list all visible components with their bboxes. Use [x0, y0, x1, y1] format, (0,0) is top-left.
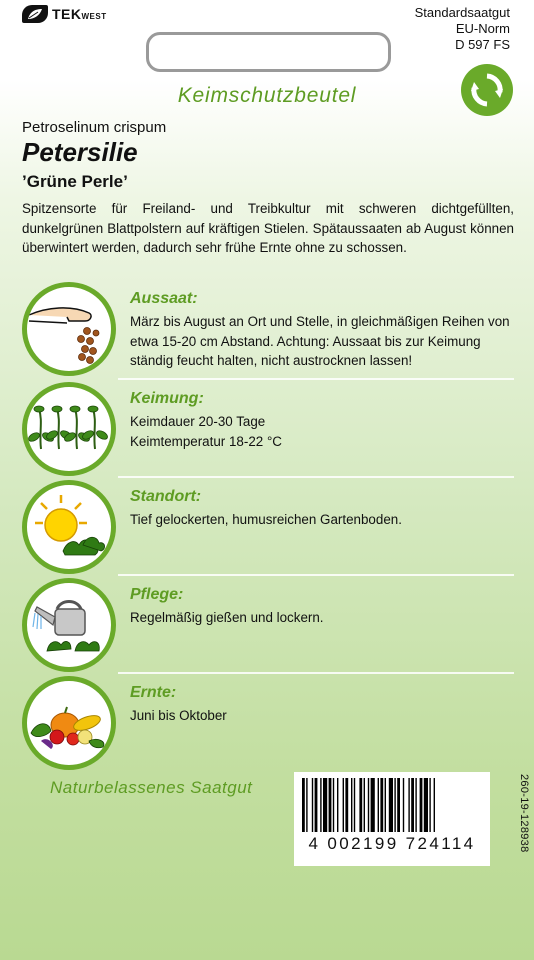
step-keimung — [20, 382, 514, 478]
variety-name: ’Grüne Perle’ — [22, 172, 128, 191]
barcode-bar — [420, 778, 423, 832]
barcode-bar — [306, 778, 307, 832]
leaf-logo-icon — [22, 5, 48, 23]
step-text: Juni bis Oktober — [130, 708, 227, 723]
barcode-bar — [434, 778, 435, 832]
standard-line: Standardsaatgut — [414, 5, 510, 20]
sun-plants-icon — [22, 480, 116, 574]
step-text: März bis August an Ort und Stelle, in gleichmäßigen Reihen von etwa 15-20 cm Abstand. Achtung: Aussaat bis zur Keimung ständig feucht halten, nicht austrocknen lassen! — [130, 314, 510, 368]
barcode-bar — [397, 778, 400, 832]
barcode — [294, 772, 490, 866]
step-text: Tief gelockerten, humusreichen Gartenboden. — [130, 512, 402, 527]
latin-name: Petroselinum crispum — [22, 119, 167, 136]
barcode-bar — [424, 778, 428, 832]
step-text: Regelmäßig gießen und lockern. — [130, 610, 324, 625]
barcode-bar — [345, 778, 348, 832]
step-title: Ernte: — [130, 684, 177, 701]
barcode-bar — [315, 778, 318, 832]
barcode-bar — [429, 778, 430, 832]
barcode-bar — [389, 778, 393, 832]
article-code: 260-19-128938 — [518, 774, 530, 853]
tagline: Naturbelassenes Saatgut — [50, 778, 253, 797]
divider — [118, 476, 514, 478]
product-name: Petersilie — [22, 137, 138, 167]
step-pflege — [20, 578, 514, 674]
packet-window — [146, 32, 391, 72]
barcode-bar — [368, 778, 369, 832]
product-description: Spitzensorte für Freiland- und Treibkultur mit schweren dichtgefüllten, dunkelgrünen Blattpolstern auf kräftigen Stielen. Spätaussaaten ab August können überwintert werden, dadurch sehr frühe Ernte ohne zu schossen. — [22, 201, 514, 255]
standard-line: EU-Norm — [455, 21, 510, 36]
standard-line: D 597 FS — [455, 37, 510, 52]
step-title: Pflege: — [130, 586, 184, 603]
standard-info — [415, 5, 510, 53]
logo-text: TEK — [52, 6, 82, 22]
barcode-bar — [343, 778, 344, 832]
barcode-bar — [403, 778, 404, 832]
divider — [118, 574, 514, 576]
barcode-bar — [323, 778, 327, 832]
barcode-bar — [411, 778, 414, 832]
brand-logo — [22, 5, 107, 23]
barcode-bars — [300, 778, 484, 834]
barcode-bar — [333, 778, 334, 832]
step-title: Standort: — [130, 488, 202, 505]
barcode-bar — [380, 778, 383, 832]
ean-number: 4 002199 724114 — [308, 834, 476, 853]
barcode-bar — [320, 778, 321, 832]
barcode-bar — [302, 778, 305, 832]
barcode-bar — [337, 778, 338, 832]
step-ernte — [20, 676, 514, 772]
barcode-bar — [359, 778, 362, 832]
watering-can-icon — [22, 578, 116, 672]
barcode-bar — [408, 778, 409, 832]
barcode-bar — [312, 778, 313, 832]
vegetables-icon — [22, 676, 116, 770]
barcode-bar — [329, 778, 332, 832]
barcode-bar — [364, 778, 365, 832]
barcode-bar — [385, 778, 386, 832]
step-text: Keimdauer 20-30 Tage Keimtemperatur 18-22 °C — [130, 414, 282, 449]
barcode-bar — [371, 778, 375, 832]
barcode-bar — [378, 778, 379, 832]
barcode-bar — [394, 778, 395, 832]
barcode-bar — [415, 778, 416, 832]
logo-subtext: WEST — [81, 12, 107, 21]
step-aussaat — [20, 282, 514, 378]
barcode-bar — [354, 778, 355, 832]
step-title: Keimung: — [130, 390, 204, 407]
step-standort — [20, 480, 514, 576]
seedlings-icon — [22, 382, 116, 476]
divider — [118, 672, 514, 674]
header-area — [0, 0, 534, 80]
barcode-bar — [351, 778, 352, 832]
sowing-hand-icon — [22, 282, 116, 376]
step-title: Aussaat: — [130, 290, 198, 307]
divider — [118, 378, 514, 380]
banner-keimschutzbeutel: Keimschutzbeutel — [177, 84, 357, 107]
